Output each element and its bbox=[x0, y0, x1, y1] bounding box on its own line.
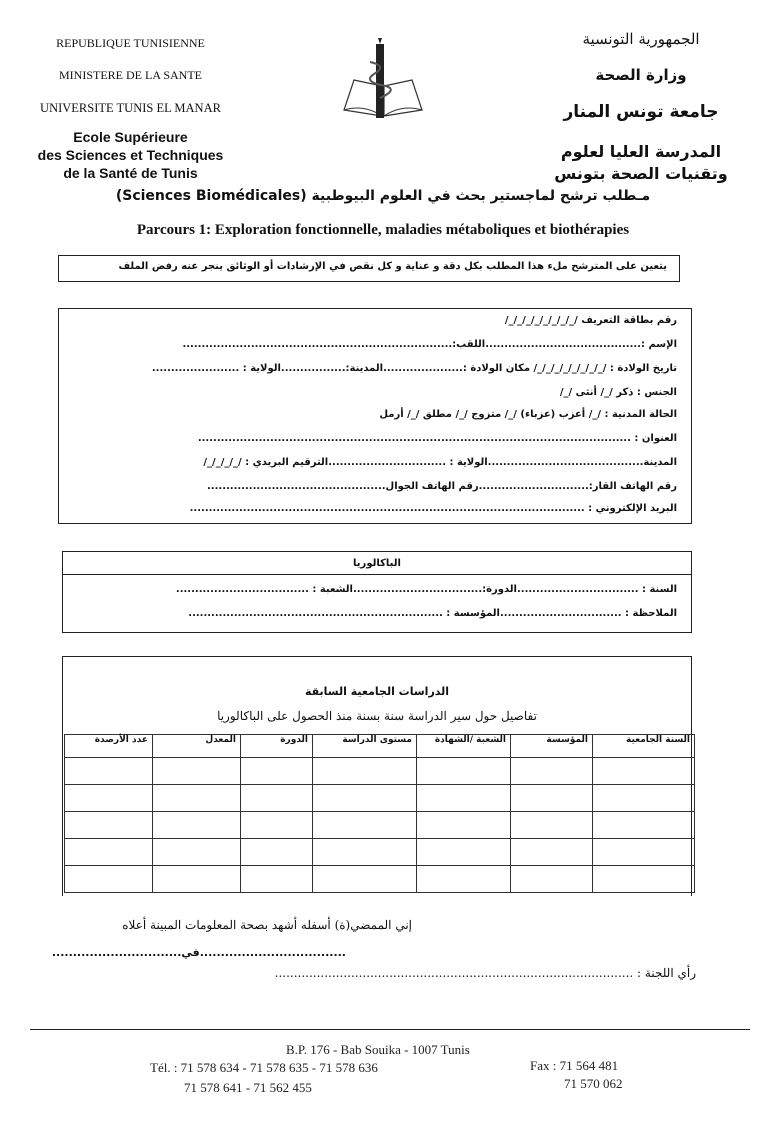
table-cell[interactable] bbox=[593, 839, 695, 866]
table-cell[interactable] bbox=[241, 839, 313, 866]
id-card-field[interactable]: رقم بطاقة التعريف /_/_/_/_/_/_/_/_/ bbox=[504, 315, 677, 326]
bac-note-field[interactable]: الملاحظة : ................................المؤسسة : ................................................................... bbox=[188, 608, 677, 619]
col-session: الدورة bbox=[241, 735, 313, 758]
header-republic-ar: الجمهورية التونسية bbox=[582, 30, 700, 48]
col-average: المعدل bbox=[153, 735, 241, 758]
table-row bbox=[65, 866, 695, 893]
table-cell[interactable] bbox=[417, 812, 511, 839]
table-cell[interactable] bbox=[593, 785, 695, 812]
table-cell[interactable] bbox=[593, 866, 695, 893]
col-year: السنة الجامعية bbox=[593, 735, 695, 758]
col-level: مستوى الدراسة bbox=[313, 735, 417, 758]
table-cell[interactable] bbox=[593, 812, 695, 839]
table-cell[interactable] bbox=[313, 758, 417, 785]
table-cell[interactable] bbox=[313, 785, 417, 812]
table-cell[interactable] bbox=[511, 866, 593, 893]
table-cell[interactable] bbox=[417, 785, 511, 812]
date-place-field[interactable]: ...................................في............................... bbox=[51, 946, 346, 959]
birth-field[interactable]: تاريخ الولادة : /_/_/_/_/_/_/_/_/ مكان الولادة :.....................المدينة:.................الولاية : ....................... bbox=[151, 363, 677, 374]
address-field[interactable]: العنوان : .................................................................................................................. bbox=[197, 433, 677, 444]
table-cell[interactable] bbox=[511, 812, 593, 839]
table-cell[interactable] bbox=[153, 866, 241, 893]
personal-info-box bbox=[58, 308, 692, 524]
table-cell[interactable] bbox=[417, 839, 511, 866]
header-school-line2-ar: وتقنيات الصحة بتونس bbox=[554, 164, 728, 183]
form-subtitle: Parcours 1: Exploration fonctionnelle, maladies métaboliques et biothérapies bbox=[136, 222, 630, 238]
studies-subheading: تفاصيل حول سير الدراسة سنة بسنة منذ الحصول على الباكالوريا bbox=[217, 709, 537, 723]
committee-opinion-field[interactable]: رأي اللجنة : .............................................................................................. bbox=[274, 966, 696, 980]
table-cell[interactable] bbox=[241, 812, 313, 839]
table-cell[interactable] bbox=[241, 758, 313, 785]
footer-tel-line1: Tél. : 71 578 634 - 71 578 635 - 71 578 636 bbox=[150, 1060, 378, 1075]
table-cell[interactable] bbox=[153, 785, 241, 812]
table-cell[interactable] bbox=[65, 839, 153, 866]
table-cell[interactable] bbox=[241, 866, 313, 893]
table-row bbox=[65, 785, 695, 812]
table-cell[interactable] bbox=[65, 812, 153, 839]
bac-year-field[interactable]: السنة : ................................الدورة:..................................الشعبة : ................................... bbox=[175, 584, 677, 595]
footer-address: B.P. 176 - Bab Souika - 1007 Tunis bbox=[286, 1042, 470, 1057]
footer-fax-line1: Fax : 71 564 481 bbox=[530, 1058, 619, 1073]
header-republic-fr: REPUBLIQUE TUNISIENNE bbox=[56, 36, 205, 50]
table-row bbox=[65, 812, 695, 839]
name-field[interactable]: الإسم :.........................................اللقب:....................................................................... bbox=[182, 339, 677, 350]
table-cell[interactable] bbox=[313, 866, 417, 893]
header-ministry-fr: MINISTERE DE LA SANTE bbox=[59, 68, 202, 82]
header-school-line2-fr: des Sciences et Techniques bbox=[37, 147, 224, 163]
notice-text: يتعين على المترشح ملء هذا المطلب بكل دقة و عناية و كل نقص في الإرشادات أو الوثائق ينجر عنه رفض الملف bbox=[118, 261, 667, 272]
header-ministry-ar: وزارة الصحة bbox=[595, 66, 687, 84]
table-cell[interactable] bbox=[153, 758, 241, 785]
table-cell[interactable] bbox=[65, 785, 153, 812]
email-field[interactable]: البريد الإلكتروني : ........................................................................................................ bbox=[189, 503, 677, 514]
table-row bbox=[65, 758, 695, 785]
studies-table-header bbox=[65, 735, 695, 758]
table-cell[interactable] bbox=[593, 758, 695, 785]
table-cell[interactable] bbox=[417, 758, 511, 785]
studies-heading: الدراسات الجامعية السابقة bbox=[304, 685, 450, 698]
table-cell[interactable] bbox=[511, 758, 593, 785]
city-field[interactable]: المدينة.........................................الولاية : ...............................الترقيم البريدي : /_/_/_/_/ bbox=[203, 457, 677, 468]
table-cell[interactable] bbox=[313, 839, 417, 866]
bac-box bbox=[62, 551, 692, 633]
table-cell[interactable] bbox=[153, 839, 241, 866]
footer-tel-line2: 71 578 641 - 71 562 455 bbox=[184, 1080, 312, 1095]
table-cell[interactable] bbox=[417, 866, 511, 893]
table-row bbox=[65, 839, 695, 866]
footer-fax-line2: 71 570 062 bbox=[564, 1076, 623, 1091]
table-cell[interactable] bbox=[241, 785, 313, 812]
footer-divider bbox=[30, 1029, 750, 1030]
table-cell[interactable] bbox=[153, 812, 241, 839]
bac-heading: الباكالوريا bbox=[353, 558, 401, 569]
declaration-text: إني الممضي(ة) أسفله أشهد بصحة المعلومات المبينة أعلاه bbox=[122, 918, 412, 932]
phone-field[interactable]: رقم الهاتف القار:.............................رقم الهاتف الجوال............................................... bbox=[207, 481, 677, 492]
header-school-line3-fr: de la Santé de Tunis bbox=[63, 165, 198, 181]
header-university-ar: جامعة تونس المنار bbox=[563, 102, 719, 122]
col-credits: عدد الأرصدة bbox=[65, 735, 153, 758]
university-logo bbox=[340, 34, 426, 126]
table-cell[interactable] bbox=[511, 785, 593, 812]
table-cell[interactable] bbox=[65, 866, 153, 893]
civil-status-field[interactable]: الحالة المدنية : /_/ أعزب (عزباء) /_/ متزوج /_/ مطلق /_/ أرمل bbox=[379, 409, 677, 420]
notice-box bbox=[58, 255, 680, 282]
gender-field[interactable]: الجنس : ذكر /_/ أنثى /_/ bbox=[559, 387, 677, 398]
table-cell[interactable] bbox=[511, 839, 593, 866]
header-school-line1-fr: Ecole Supérieure bbox=[73, 129, 188, 145]
header-university-fr: UNIVERSITE TUNIS EL MANAR bbox=[40, 101, 221, 115]
form-title: مـطلب ترشح لماجستير بحث في العلوم البيوطبية (Sciences Biomédicales) bbox=[115, 188, 651, 204]
col-diploma: الشعبة /الشهادة bbox=[417, 735, 511, 758]
table-cell[interactable] bbox=[313, 812, 417, 839]
table-cell[interactable] bbox=[65, 758, 153, 785]
studies-table bbox=[64, 734, 695, 893]
header-school-line1-ar: المدرسة العليا لعلوم bbox=[560, 142, 722, 161]
col-institution: المؤسسة bbox=[511, 735, 593, 758]
